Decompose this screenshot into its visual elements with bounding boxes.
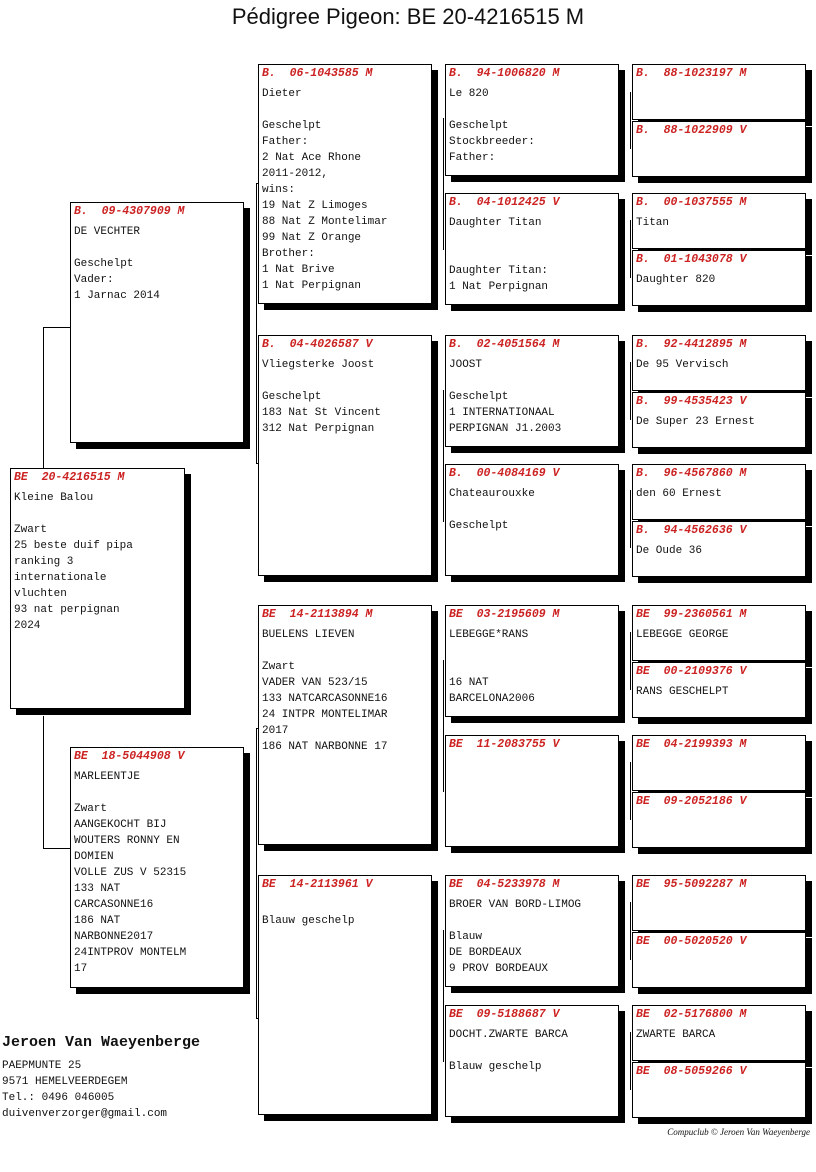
ring-number: B. 00-1037555 M	[636, 196, 747, 209]
pigeon-info: ZWARTE BARCA	[636, 1029, 716, 1041]
pigeon-card-mf[interactable]	[258, 605, 432, 845]
pigeon-info: Vliegsterke Joost Geschelpt 183 Nat St Vincent 312 Nat Perpignan	[262, 359, 381, 435]
pigeon-card-mffm[interactable]	[632, 662, 806, 718]
pigeon-card-mm[interactable]	[258, 875, 432, 1115]
pigeon-card-fmmm[interactable]	[632, 521, 806, 577]
pigeon-card-mmff[interactable]	[632, 875, 806, 931]
ring-number: BE 02-5176800 M	[636, 1008, 747, 1021]
pigeon-info: MARLEENTJE Zwart AANGEKOCHT BIJ WOUTERS RONNY EN DOMIEN VOLLE ZUS V 52315 133 NAT CARCASONNE16 186 NAT NARBONNE2017 24INTPROV MONTELM 17	[74, 771, 187, 975]
pigeon-info: De Super 23 Ernest	[636, 416, 755, 428]
ring-number: B. 94-4562636 V	[636, 524, 747, 537]
pigeon-card-subject[interactable]	[10, 468, 185, 709]
pigeon-card-mfmm[interactable]	[632, 792, 806, 848]
pigeon-card-ffff[interactable]	[632, 64, 806, 120]
ring-number: B. 94-1006820 M	[449, 67, 560, 80]
pigeon-card-mmmm[interactable]	[632, 1062, 806, 1118]
pigeon-card-father[interactable]	[70, 202, 244, 443]
pigeon-card-fmf[interactable]	[445, 335, 619, 447]
page-title: Pédigree Pigeon: BE 20-4216515 M	[231, 4, 585, 29]
footer-credit: Compuclub © Jeroen Van Waeyenberge	[667, 1127, 810, 1137]
ring-number: B. 99-4535423 V	[636, 395, 747, 408]
pigeon-card-fff[interactable]	[445, 64, 619, 176]
connector-line	[256, 728, 257, 1018]
pigeon-card-fmmf[interactable]	[632, 464, 806, 520]
connector-line	[443, 390, 444, 522]
connector-line	[43, 327, 71, 328]
connector-line	[443, 660, 444, 792]
pigeon-info: LEBEGGE GEORGE	[636, 629, 729, 641]
ring-number: B. 96-4567860 M	[636, 467, 747, 480]
pigeon-info: Blauw geschelp	[262, 915, 355, 927]
connector-line	[43, 716, 44, 848]
connector-line	[630, 92, 631, 149]
pigeon-card-fm[interactable]	[258, 335, 432, 576]
ring-number: BE 14-2113894 M	[262, 608, 373, 621]
ring-number: BE 09-2052186 V	[636, 795, 747, 808]
ring-number: BE 99-2360561 M	[636, 608, 747, 621]
pigeon-card-mfm[interactable]	[445, 735, 619, 847]
ring-number: B. 02-4051564 M	[449, 338, 560, 351]
ring-number: BE 20-4216515 M	[14, 471, 125, 484]
ring-number: BE 95-5092287 M	[636, 878, 747, 891]
pigeon-card-fmm[interactable]	[445, 464, 619, 576]
pigeon-info: De 95 Vervisch	[636, 359, 729, 371]
pigeon-info: RANS GESCHELPT	[636, 686, 729, 698]
ring-number: B. 09-4307909 M	[74, 205, 185, 218]
ring-number: B. 04-4026587 V	[262, 338, 373, 351]
ring-number: BE 14-2113961 V	[262, 878, 373, 891]
ring-number: BE 03-2195609 M	[449, 608, 560, 621]
pigeon-info: Chateaurouxke Geschelpt	[449, 488, 535, 532]
pigeon-card-ffmf[interactable]	[632, 193, 806, 249]
ring-number: BE 11-2083755 V	[449, 738, 560, 751]
ring-number: BE 00-5020520 V	[636, 935, 747, 948]
connector-line	[443, 118, 444, 250]
connector-line	[630, 902, 631, 960]
pigeon-info: Daughter Titan Daughter Titan: 1 Nat Perpignan	[449, 217, 549, 293]
connector-line	[630, 762, 631, 820]
connector-line	[630, 490, 631, 548]
pigeon-card-mff[interactable]	[445, 605, 619, 717]
ring-number: B. 88-1023197 M	[636, 67, 747, 80]
pigeon-info: De Oude 36	[636, 545, 703, 557]
pigeon-card-ffmm[interactable]	[632, 250, 806, 306]
connector-line	[630, 362, 631, 420]
pigeon-info: BROER VAN BORD-LIMOG Blauw DE BORDEAUX 9 PROV BORDEAUX	[449, 899, 582, 975]
pigeon-card-ffm[interactable]	[445, 193, 619, 305]
ring-number: B. 04-1012425 V	[449, 196, 560, 209]
pigeon-card-mmfm[interactable]	[632, 932, 806, 988]
owner-address: PAEPMUNTE 25 9571 HEMELVEERDEGEM Tel.: 0496 046005 duivenverzorger@gmail.com	[2, 1060, 168, 1120]
pigeon-info: LEBEGGE*RANS 16 NAT BARCELONA2006	[449, 629, 535, 705]
pigeon-info: DOCHT.ZWARTE BARCA Blauw geschelp	[449, 1029, 568, 1073]
pigeon-card-fmfm[interactable]	[632, 392, 806, 448]
connector-line	[43, 327, 44, 469]
pigeon-card-ff[interactable]	[258, 64, 432, 304]
ring-number: BE 08-5059266 V	[636, 1065, 747, 1078]
pigeon-info: Titan	[636, 217, 670, 229]
pigeon-info: JOOST Geschelpt 1 INTERNATIONAAL PERPIGNAN J1.2003	[449, 359, 562, 435]
pigeon-card-mmm[interactable]	[445, 1005, 619, 1117]
ring-number: BE 00-2109376 V	[636, 665, 747, 678]
ring-number: B. 06-1043585 M	[262, 67, 373, 80]
ring-number: B. 88-1022909 V	[636, 124, 747, 137]
ring-number: B. 01-1043078 V	[636, 253, 747, 266]
ring-number: BE 09-5188687 V	[449, 1008, 560, 1021]
pigeon-info: Daughter 820	[636, 274, 716, 286]
pigeon-card-mother[interactable]	[70, 747, 244, 988]
pigeon-card-mmf[interactable]	[445, 875, 619, 987]
ring-number: B. 92-4412895 M	[636, 338, 747, 351]
connector-line	[630, 632, 631, 690]
pigeon-info: DE VECHTER Geschelpt Vader: 1 Jarnac 2014	[74, 226, 160, 302]
pigeon-info: BUELENS LIEVEN Zwart VADER VAN 523/15 133 NATCARCASONNE16 24 INTPR MONTELIMAR 2017 186 NAT NARBONNE 17	[262, 629, 388, 753]
ring-number: BE 18-5044908 V	[74, 750, 185, 763]
ring-number: BE 04-5233978 M	[449, 878, 560, 891]
pigeon-info: Kleine Balou Zwart 25 beste duif pipa ranking 3 internationale vluchten 93 nat perpignan 2024	[14, 492, 133, 632]
pigeon-card-mfff[interactable]	[632, 605, 806, 661]
connector-line	[630, 1032, 631, 1090]
connector-line	[256, 183, 257, 463]
connector-line	[443, 930, 444, 1062]
ring-number: B. 00-4084169 V	[449, 467, 560, 480]
pigeon-card-mfmf[interactable]	[632, 735, 806, 791]
pigeon-card-fmff[interactable]	[632, 335, 806, 391]
connector-line	[43, 848, 71, 849]
pigeon-card-mmmf[interactable]	[632, 1005, 806, 1061]
pigeon-info: Dieter Geschelpt Father: 2 Nat Ace Rhone 2011-2012, wins: 19 Nat Z Limoges 88 Nat Z Montelimar 99 Nat Z Orange Brother: 1 Nat Brive 1 Nat Perpignan	[262, 88, 388, 292]
connector-line	[630, 220, 631, 278]
pigeon-info: Le 820 Geschelpt Stockbreeder: Father:	[449, 88, 535, 164]
ring-number: BE 04-2199393 M	[636, 738, 747, 751]
pigeon-card-fffm[interactable]	[632, 121, 806, 177]
owner-name: Jeroen Van Waeyenberge	[2, 1034, 201, 1051]
pigeon-info: den 60 Ernest	[636, 488, 722, 500]
